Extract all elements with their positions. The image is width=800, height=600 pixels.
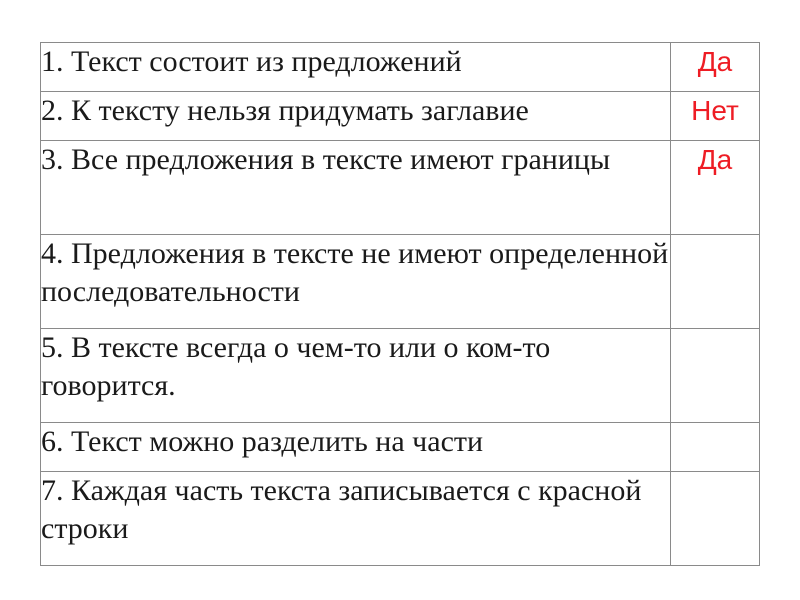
table-row	[41, 329, 760, 423]
statement-cell: 1. Текст состоит из предложений	[41, 43, 671, 92]
answer-cell	[671, 235, 760, 329]
answer-cell: Нет	[671, 92, 760, 141]
table-row	[41, 141, 760, 235]
table-row	[41, 92, 760, 141]
table-row	[41, 423, 760, 472]
answer-cell	[671, 423, 760, 472]
statement-cell: 2. К тексту нельзя придумать заглавие	[41, 92, 671, 141]
answer-cell	[671, 472, 760, 566]
answer-cell	[671, 329, 760, 423]
table-row	[41, 43, 760, 92]
statement-cell: 3. Все предложения в тексте имеют границы	[41, 141, 671, 235]
table-row	[41, 235, 760, 329]
statement-cell: 7. Каждая часть текста записывается с красной строки	[41, 472, 671, 566]
true-false-table	[40, 42, 760, 566]
statement-cell: 5. В тексте всегда о чем-то или о ком-то говорится.	[41, 329, 671, 423]
statement-cell: 4. Предложения в тексте не имеют определенной последовательности	[41, 235, 671, 329]
answer-cell: Да	[671, 141, 760, 235]
table-row	[41, 472, 760, 566]
answer-cell: Да	[671, 43, 760, 92]
statement-cell: 6. Текст можно разделить на части	[41, 423, 671, 472]
